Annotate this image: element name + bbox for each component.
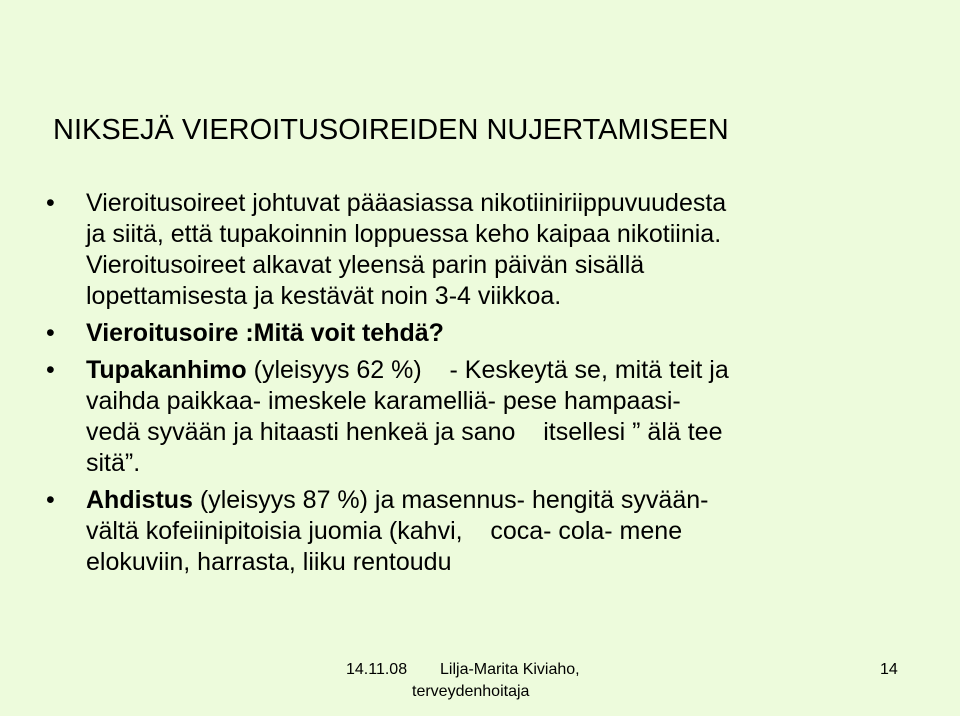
bullet-dot-icon: • bbox=[46, 356, 55, 384]
bullet-line: lopettamisesta ja kestävät noin 3-4 viikkoa. bbox=[86, 282, 562, 310]
bullet-item-anxiety bbox=[46, 485, 906, 578]
bullet-bold-lead: Ahdistus bbox=[86, 486, 193, 514]
bullet-item-withdrawal-causes bbox=[46, 188, 906, 312]
bullet-dot-icon: • bbox=[46, 486, 55, 514]
footer-author: Lilja-Marita Kiviaho, bbox=[440, 661, 580, 678]
bullet-item-craving bbox=[46, 355, 906, 479]
bullet-first-line bbox=[86, 485, 906, 516]
bullet-line: vedä syvään ja hitaasti henkeä ja sano itsellesi ” älä tee bbox=[86, 418, 723, 446]
bullet-item-what-to-do bbox=[46, 318, 906, 349]
bullet-heading: Vieroitusoire :Mitä voit tehdä? bbox=[86, 319, 444, 347]
bullet-line: Vieroitusoireet johtuvat pääasiassa nikotiiniriippuvuudesta bbox=[86, 189, 727, 217]
bullet-line: vältä kofeiinipitoisia juomia (kahvi, coca- cola- mene bbox=[86, 517, 683, 545]
page-number: 14 bbox=[880, 661, 898, 678]
footer-role: terveydenhoitaja bbox=[412, 683, 530, 700]
bullet-dot-icon: • bbox=[46, 319, 55, 347]
bullet-dot-icon: • bbox=[46, 189, 55, 217]
bullet-line: ja siitä, että tupakoinnin loppuessa keho kaipaa nikotiinia. bbox=[86, 220, 722, 248]
bullet-bold-lead: Tupakanhimo bbox=[86, 356, 247, 384]
bullet-line: elokuviin, harrasta, liiku rentoudu bbox=[86, 548, 452, 576]
slide-title: NIKSEJÄ VIEROITUSOIREIDEN NUJERTAMISEEN bbox=[53, 114, 729, 146]
bullet-line: sitä”. bbox=[86, 449, 141, 477]
bullet-list bbox=[46, 188, 906, 584]
bullet-first-line-rest: (yleisyys 62 %) - Keskeytä se, mitä teit ja bbox=[246, 356, 729, 384]
bullet-line: vaihda paikkaa- imeskele karamelliä- pese hampaasi- bbox=[86, 387, 681, 415]
bullet-first-line bbox=[86, 355, 906, 386]
bullet-first-line-rest: (yleisyys 87 %) ja masennus- hengitä syvään- bbox=[192, 486, 709, 514]
bullet-line: Vieroitusoireet alkavat yleensä parin päivän sisällä bbox=[86, 251, 645, 279]
footer-date: 14.11.08 bbox=[346, 661, 408, 678]
